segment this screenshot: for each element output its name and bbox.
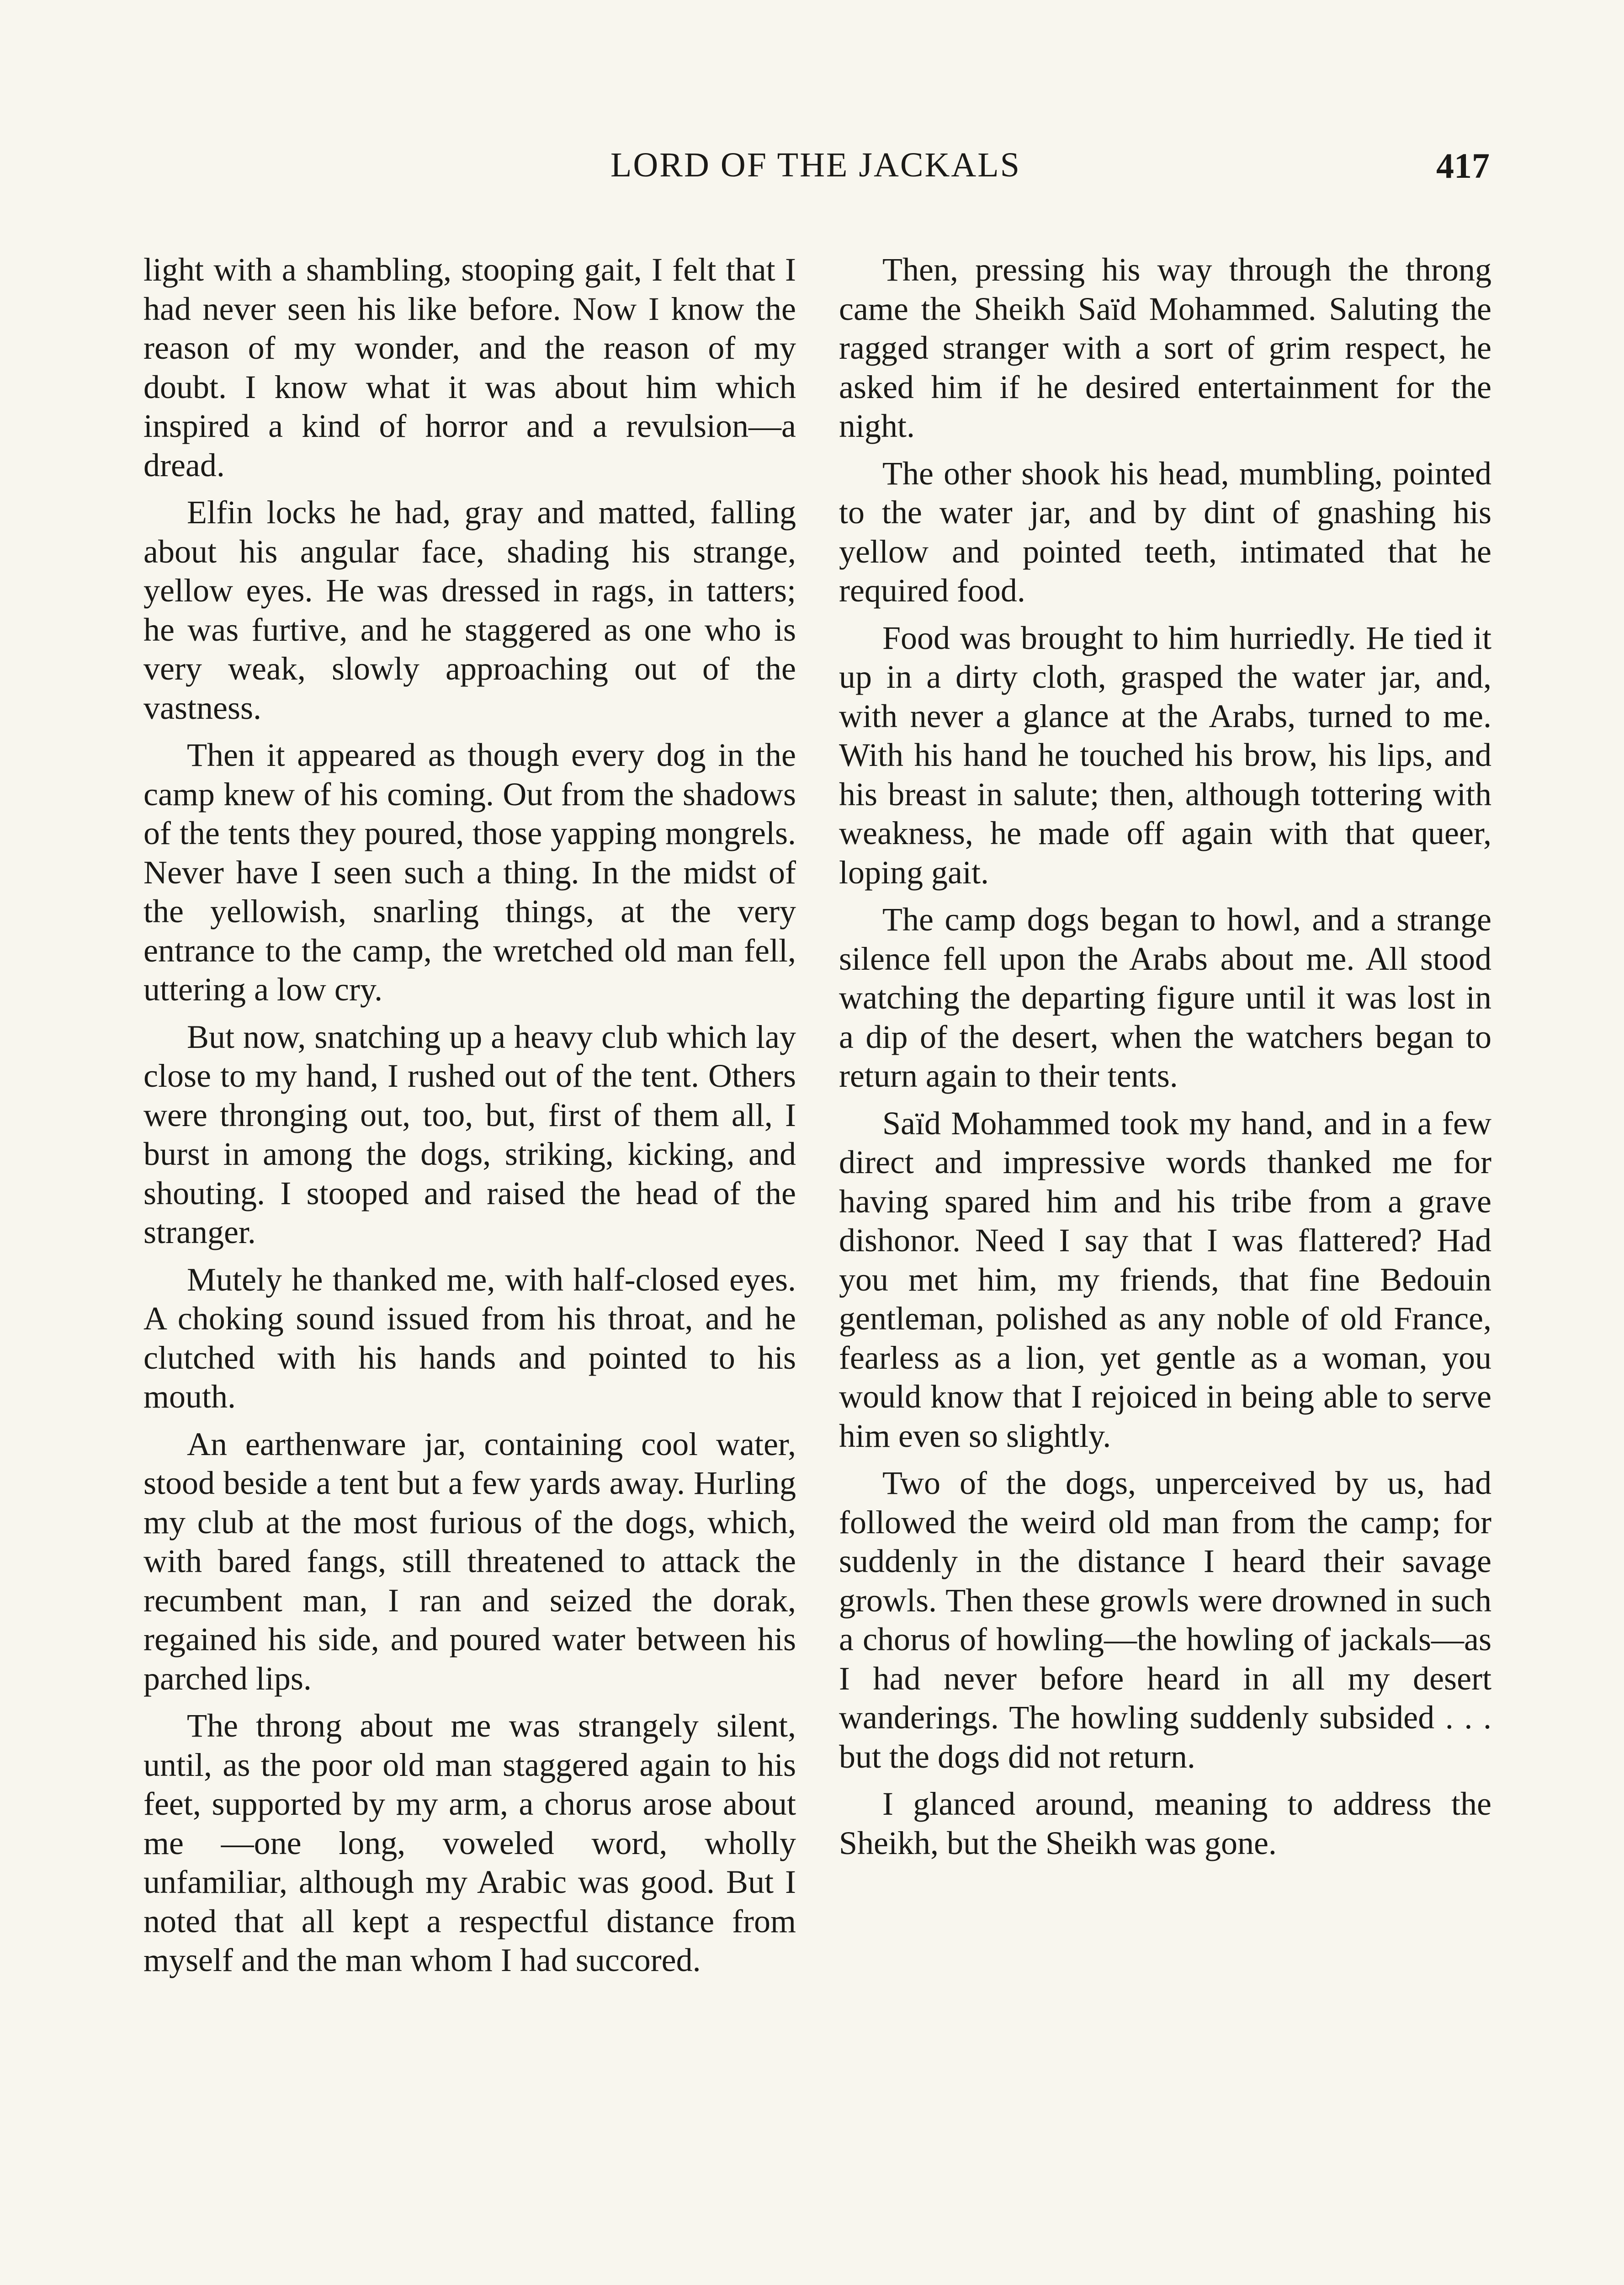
paragraph: Elfin locks he had, gray and matted, falling about his angular face, shading his strange, yellow eyes. He was dressed in rags, in tatters; he was furtive, and he staggered as one who is very weak, slowly approaching out of the vastness.: [143, 494, 796, 726]
page-number: 417: [1436, 146, 1490, 186]
paragraph: light with a shambling, stooping gait, I felt that I had never seen his like before. Now I know the reason of my wonder, and the reason of my doubt. I know what it was about him which inspired a kind of horror and a revulsion—a dread.: [143, 251, 796, 484]
paragraph: Then it appeared as though every dog in the camp knew of his coming. Out from the shadows of the tents they poured, those yapping mongrels. Never have I seen such a thing. In the midst of the yellowish, snarling things, at the very entrance to the camp, the wretched old man fell, uttering a low cry.: [143, 737, 796, 1008]
paragraph: The camp dogs began to howl, and a strange silence fell upon the Arabs about me. All stood watching the departing figure until it was lost in a dip of the desert, when the watchers began to return again to their tents.: [839, 901, 1491, 1094]
paragraph: Then, pressing his way through the throng came the Sheikh Saïd Mohammed. Saluting the ragged stranger with a sort of grim respect, he asked him if he desired entertainment for the night.: [839, 251, 1491, 444]
paragraph: The other shook his head, mumbling, pointed to the water jar, and by dint of gnashing his yellow and pointed teeth, intimated that he required food.: [839, 455, 1491, 609]
paragraph: I glanced around, meaning to address the Sheikh, but the Sheikh was gone.: [839, 1785, 1491, 1861]
left-text-column: [143, 250, 796, 1988]
paragraph: Two of the dogs, unperceived by us, had followed the weird old man from the camp; for suddenly in the distance I heard their savage growls. Then these growls were drowned in such a chorus of howling—the howling of jackals—as I had never before heard in all my desert wanderings. The howling suddenly subsided . . . but the dogs did not return.: [839, 1465, 1491, 1775]
paragraph: The throng about me was strangely silent, until, as the poor old man staggered again to his feet, supported by my arm, a chorus arose about me —one long, voweled word, wholly unfamiliar, although my Arabic was good. But I noted that all kept a respectful distance from myself and the man whom I had succored.: [143, 1707, 796, 1978]
right-text-column: [839, 250, 1491, 1871]
paragraph: Food was brought to him hurriedly. He tied it up in a dirty cloth, grasped the water jar, and, with never a glance at the Arabs, turned to me. With his hand he touched his brow, his lips, and his breast in salute; then, although tottering with weakness, he made off again with that queer, loping gait.: [839, 619, 1491, 891]
running-title: LORD OF THE JACKALS: [610, 146, 1021, 184]
paragraph: An earthenware jar, containing cool water, stood beside a tent but a few yards away. Hurling my club at the most furious of the dogs, which, with bared fangs, still threatened to attack the recumbent man, I ran and seized the dorak, regained his side, and poured water between his parched lips.: [143, 1425, 796, 1697]
paragraph: Mutely he thanked me, with half-closed eyes. A choking sound issued from his throat, and he clutched with his hands and pointed to his mouth.: [143, 1261, 796, 1415]
page-header: [142, 145, 1490, 200]
paragraph: But now, snatching up a heavy club which lay close to my hand, I rushed out of the tent. Others were thronging out, too, but, first of them all, I burst in among the dogs, striking, kicking, and shouting. I stooped and raised the head of the stranger.: [143, 1018, 796, 1250]
paragraph: Saïd Mohammed took my hand, and in a few direct and impressive words thanked me for having spared him and his tribe from a grave dishonor. Need I say that I was flattered? Had you met him, my friends, that fine Bedouin gentleman, polished as any noble of old France, fearless as a lion, yet gentle as a woman, you would know that I rejoiced in being able to serve him even so slightly.: [839, 1105, 1491, 1454]
